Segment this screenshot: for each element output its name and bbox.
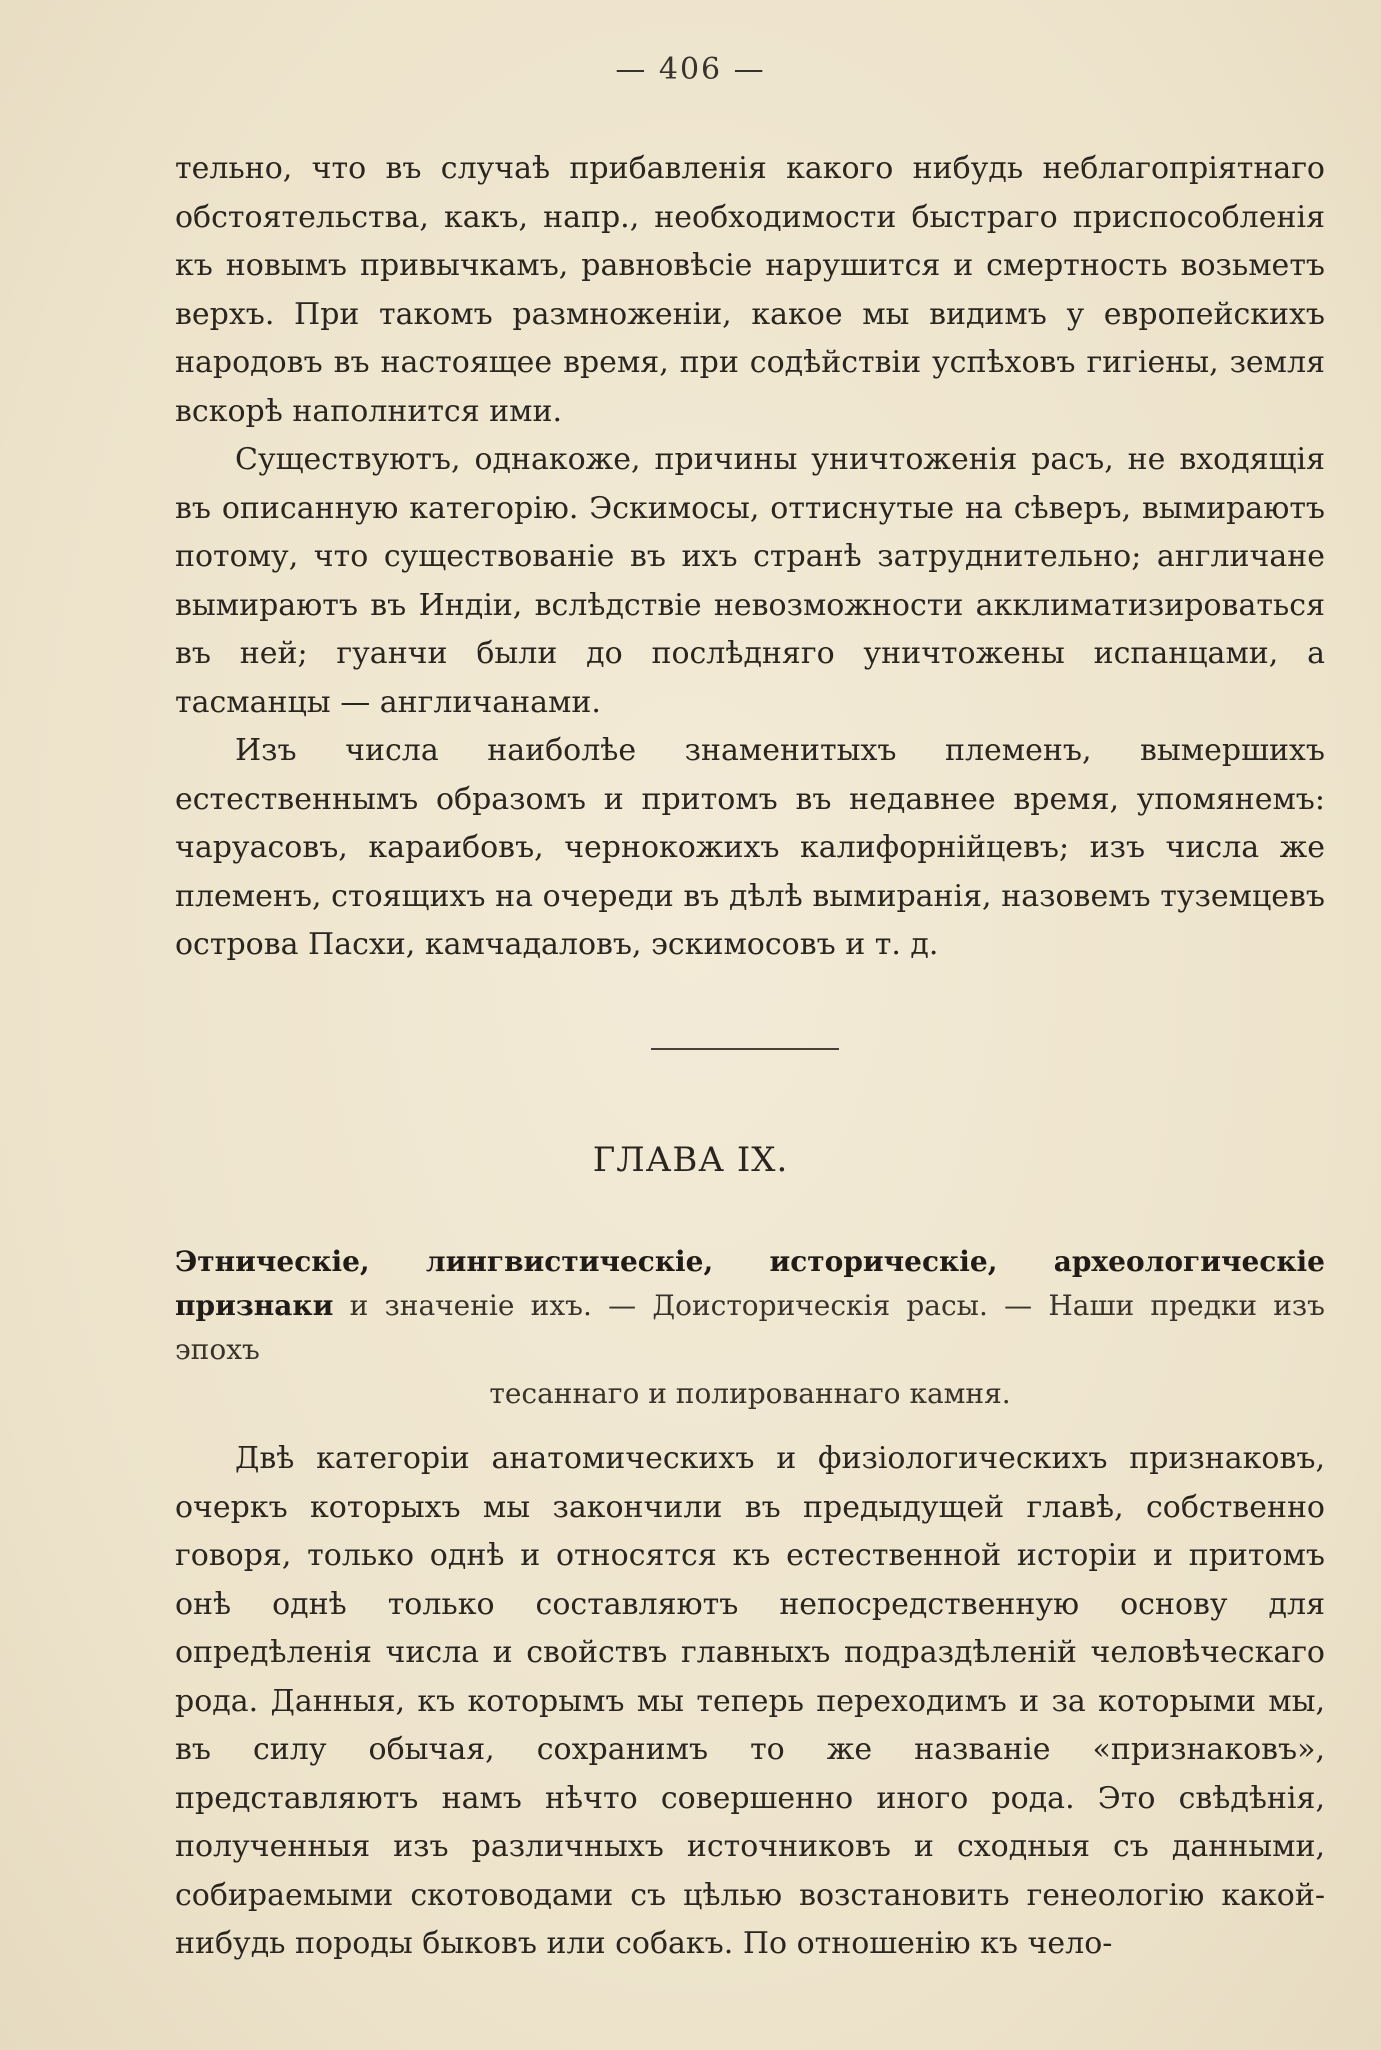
paragraph: Существуютъ, однакоже, причины уничтоженія расъ, не входящія въ описанную категорію. Эскимосы, оттиснутые на сѣверъ, вымираютъ потому, что существованіе въ ихъ странѣ затруднительно; англичане вымираютъ въ Индіи, вслѣдствіе невозможности акклиматизироваться въ ней; гуанчи были до послѣдняго уничтожены испанцами, а тасманцы — англичанами. xyxy=(175,442,1325,720)
paragraph: Двѣ категоріи анатомическихъ и физіологическихъ признаковъ, очеркъ которыхъ мы закончили въ предыдущей главѣ, собственно говоря, только однѣ и относятся къ естественной исторіи и притомъ онѣ однѣ только составляютъ непосредственную основу для опредѣленія числа и свойствъ главныхъ подраздѣленій человѣческаго рода. Данныя, къ которымъ мы теперь переходимъ и за которыми мы, въ силу обычая, сохранимъ то же названіе «признаковъ», представляютъ намъ нѣчто совершенно иного рода. Это свѣдѣнія, полученныя изъ различныхъ источниковъ и сходныя съ данными, собираемыми скотоводами съ цѣлью возстановить генеологію какой-нибудь породы быковъ или собакъ. По отношенію къ чело- xyxy=(175,1441,1325,1961)
chapter-summary-last-line: тесаннаго и полированнаго камня. xyxy=(489,1377,1011,1410)
chapter-summary-text: и значеніе ихъ. — Доисторическія расы. — Наши предки изъ эпохъ xyxy=(175,1289,1325,1366)
text-block-top xyxy=(175,145,1325,970)
chapter-summary xyxy=(175,1240,1325,1416)
paragraph: Изъ числа наиболѣе знаменитыхъ племенъ, вымершихъ естественнымъ образомъ и притомъ въ недавнее время, упомянемъ: чаруасовъ, караибовъ, чернокожихъ калифорнійцевъ; изъ числа же племенъ, стоящихъ на очереди въ дѣлѣ вымиранія, назовемъ туземцевъ острова Пасхи, камчадаловъ, эскимосовъ и т. д. xyxy=(175,733,1325,962)
text-block-bottom xyxy=(175,1435,1325,1969)
page-number: — 406 — xyxy=(615,52,766,87)
paragraph: тельно, что въ случаѣ прибавленія какого нибудь неблагопріятнаго обстоятельства, какъ, напр., необходимости быстраго приспособленія къ новымъ привычкамъ, равновѣсіе нарушится и смертность возьметъ верхъ. При такомъ размноженіи, какое мы видимъ у европейскихъ народовъ въ настоящее время, при содѣйствіи успѣховъ гигіены, земля вскорѣ наполнится ими. xyxy=(175,151,1325,429)
chapter-title: ГЛАВА IX. xyxy=(592,1140,789,1180)
section-divider xyxy=(651,1048,839,1050)
chapter-summary-lead: Этническіе, лингвистическіе, историческіе, археологическіе признаки xyxy=(175,1245,1325,1322)
